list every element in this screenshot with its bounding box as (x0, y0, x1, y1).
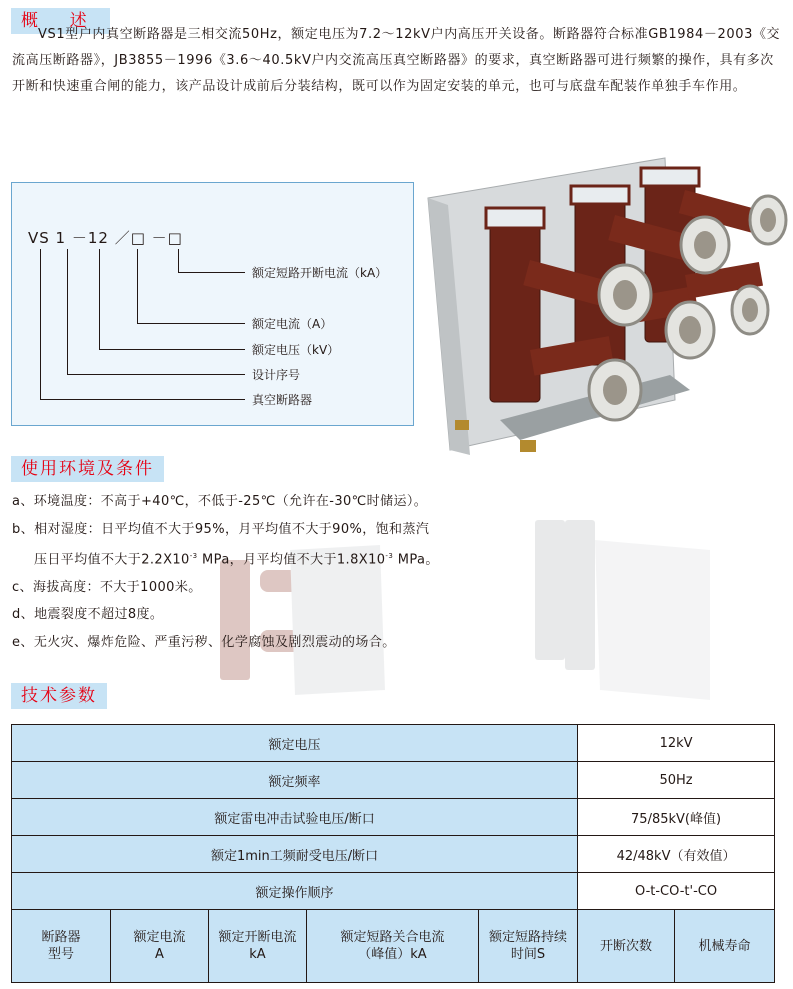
overview-title: 概 述 (11, 8, 110, 34)
table-row (12, 799, 775, 836)
condition-text: MPa，月平均值不大于1.8X10 (197, 552, 386, 568)
condition-prefix: a、 (12, 494, 34, 509)
header-line: kA (249, 947, 266, 962)
header-line: （峰值）kA (358, 947, 427, 962)
condition-text: 压日平均值不大于2.2X10 (34, 552, 190, 568)
table-row (12, 836, 775, 873)
column-header (479, 910, 578, 983)
exponent: -3 (189, 552, 198, 560)
header-line: 断路器 (41, 930, 81, 945)
header-line: 额定电流 (133, 930, 186, 945)
condition-prefix: b、 (12, 521, 35, 537)
condition-item (12, 629, 512, 657)
table-row (12, 725, 775, 762)
spec-label: 额定电压 (12, 725, 578, 762)
condition-text: 环境温度：不高于+40℃，不低于-25℃（允许在-30℃时储运）。 (33, 494, 428, 509)
condition-text: 无火灾、爆炸危险、严重污秽、化学腐蚀及剧烈震动的场合。 (33, 634, 396, 650)
header-line: 额定短路关合电流 (340, 930, 445, 945)
table-row (12, 873, 775, 910)
condition-item (12, 574, 512, 602)
overview-text: VS1型户内真空断路器是三相交流50Hz，额定电压为7.2～12kV户内高压开关设备。断路器符合标准GB1984－2003《交流高压断路器》，JB3855－1996《3.6～40.5kV户内交流高压真空断路器》的要求，真空断路器可进行频繁的操作，具有多次开断和快速重合闸的能力，该产品设计成前后分装结构，既可以作为固定安装的单元，也可与底盘车配装作单独手车作用。 (12, 27, 781, 94)
specs-table (11, 724, 775, 983)
column-header (675, 910, 775, 983)
column-header (209, 910, 307, 983)
condition-text: MPa。 (393, 552, 439, 568)
model-diagram (11, 182, 414, 426)
spec-label: 额定操作顺序 (12, 873, 578, 910)
conditions-title: 使用环境及条件 (11, 456, 164, 482)
condition-text: 地震裂度不超过8度。 (34, 607, 164, 623)
model-label-series: 设计序号 (252, 368, 301, 382)
header-line: 开断次数 (600, 938, 653, 954)
model-label-kV: 额定电压（kV） (252, 343, 340, 357)
column-header (578, 910, 675, 983)
spec-label: 额定雷电冲击试验电压/断口 (12, 799, 578, 836)
model-label-vs: 真空断路器 (252, 393, 313, 407)
column-header (307, 910, 479, 983)
condition-prefix: e、 (12, 634, 34, 650)
condition-prefix: d、 (12, 607, 35, 623)
spec-label: 额定1min工频耐受电压/断口 (12, 836, 578, 873)
condition-text: 海拔高度：不大于1000米。 (32, 579, 202, 595)
exponent: -3 (385, 552, 394, 560)
model-label-A: 额定电流（A） (252, 317, 333, 331)
conditions-list (12, 488, 512, 656)
model-label-kA: 额定短路开断电流（kA） (252, 266, 388, 280)
header-line: A (155, 947, 164, 962)
leader-line-vs (40, 249, 245, 400)
spec-label: 额定频率 (12, 762, 578, 799)
spec-value: 42/48kV（有效值） (578, 836, 775, 873)
condition-text: 相对湿度：日平均值不大于95%，月平均值不大于90%，饱和蒸汽 (34, 521, 430, 537)
condition-prefix: c、 (12, 579, 33, 595)
header-line: 额定开断电流 (218, 930, 297, 945)
header-line: 额定短路持续 (489, 930, 568, 945)
condition-item-continued (12, 543, 512, 574)
spec-value: O-t-CO-t'-CO (578, 873, 775, 910)
condition-item (12, 601, 512, 629)
specs-title: 技术参数 (11, 683, 107, 709)
model-code: VS 1 －12 ／□ －□ (28, 229, 183, 247)
condition-item (12, 488, 512, 516)
header-line: 机械寿命 (698, 938, 751, 954)
overview-paragraph (12, 22, 782, 100)
column-header (12, 910, 111, 983)
condition-item (12, 516, 512, 544)
header-line: 型号 (47, 947, 74, 962)
table-header-row (12, 910, 775, 983)
header-line: 时间S (510, 947, 546, 962)
spec-value: 12kV (578, 725, 775, 762)
column-header (111, 910, 209, 983)
breaker-photo (420, 150, 790, 470)
spec-value: 75/85kV(峰值) (578, 799, 775, 836)
table-row (12, 762, 775, 799)
spec-value: 50Hz (578, 762, 775, 799)
